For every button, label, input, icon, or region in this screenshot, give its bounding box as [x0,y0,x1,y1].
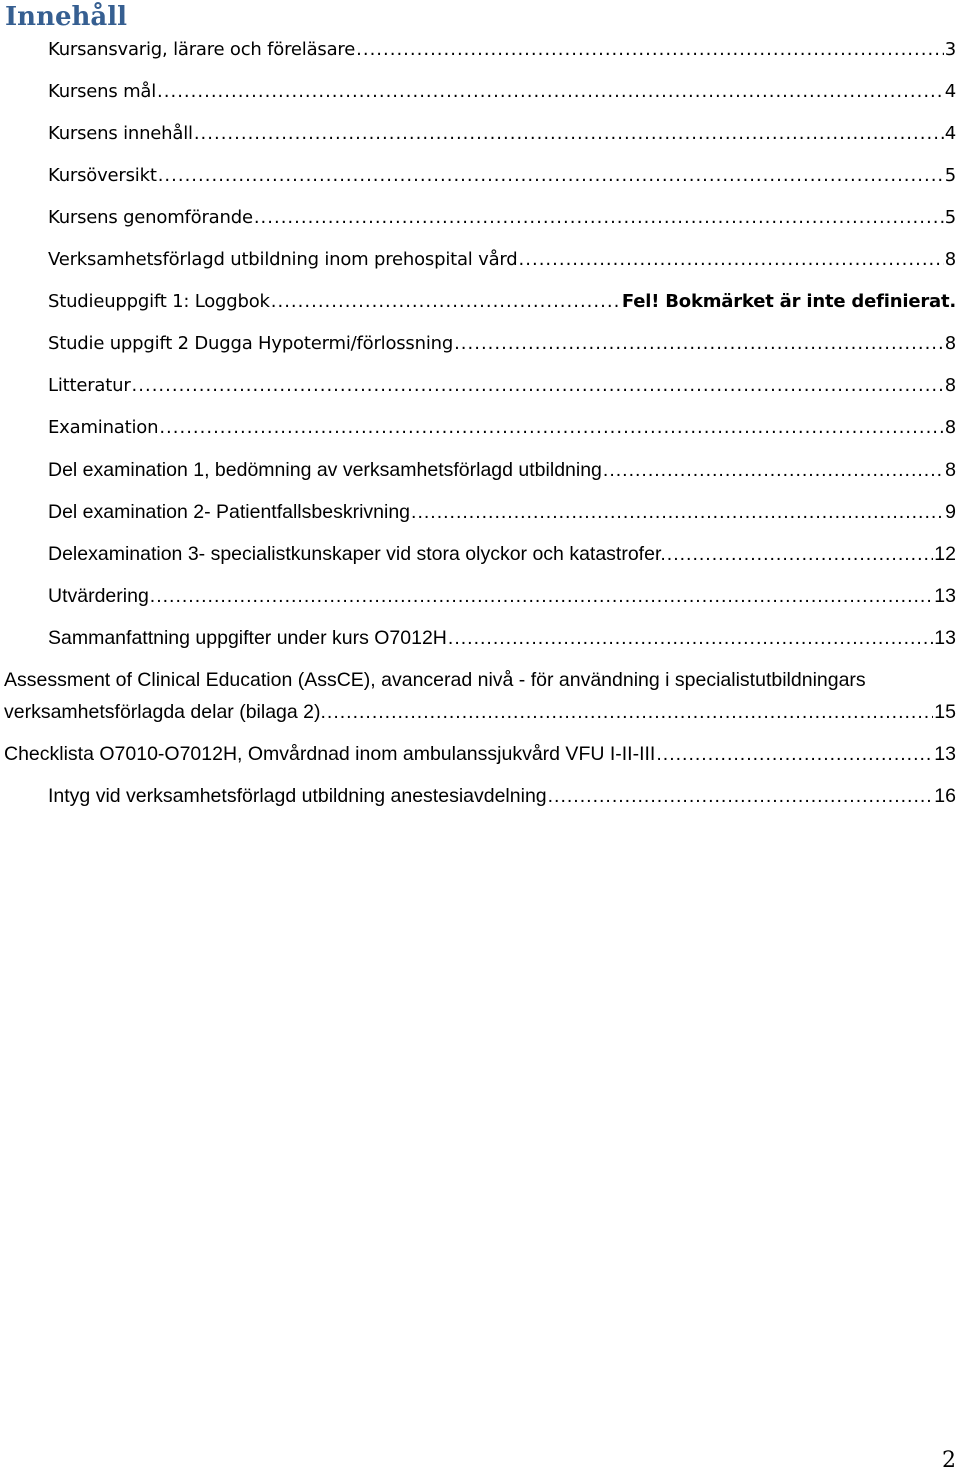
toc-entry[interactable] [48,782,956,810]
toc-entry-title: verksamhetsförlagda delar (bilaga 2). [4,701,326,723]
toc-entry-title-line1[interactable]: Assessment of Clinical Education (AssCE), avancerad nivå - för användning i specialistutbildningars [4,669,866,691]
toc-entry[interactable] [48,540,956,568]
toc-entry[interactable] [48,36,956,64]
toc-entry[interactable] [48,372,956,400]
toc-entry-page: 8 [944,249,956,270]
toc-entry[interactable] [48,162,956,190]
toc-entry-title: Utvärdering [48,585,149,607]
toc-entry[interactable] [4,740,956,768]
toc-entry[interactable] [48,582,956,610]
dot-leader [158,162,944,190]
dot-leader [132,372,944,400]
toc-entry-title: Del examination 2- Patientfallsbeskrivning [48,501,411,523]
toc-entry-page: 4 [944,81,956,102]
toc-entry[interactable] [48,330,956,358]
toc-entry-title: Kursens mål [48,81,157,102]
toc-entry-page: 8 [944,417,956,438]
dot-leader [356,36,944,64]
dot-leader [254,204,944,232]
toc-entry-title: Sammanfattning uppgifter under kurs O7012H [48,627,447,649]
toc-entry[interactable] [48,498,956,526]
toc-entry-page: 8 [944,375,956,396]
toc-entry-title: Verksamhetsförlagd utbildning inom prehospital vård [48,249,518,270]
toc-entry-page: 5 [944,165,956,186]
toc-entry[interactable] [48,288,956,316]
toc-entry-page: 13 [934,585,956,607]
dot-leader [448,624,933,652]
dot-leader [519,246,944,274]
toc-entry[interactable] [48,120,956,148]
toc-entry[interactable] [48,624,956,652]
toc-entry[interactable] [4,698,956,726]
toc-entry-title: Delexamination 3- specialistkunskaper vid stora olyckor och katastrofer. [48,543,666,565]
toc-entry-page: 15 [934,701,956,723]
toc-entry[interactable] [48,78,956,106]
dot-leader [271,288,621,316]
toc-entry-title: Kursöversikt [48,165,157,186]
toc-entry-title: Studieuppgift 1: Loggbok [48,291,270,312]
toc-entry-title: Kursansvarig, lärare och föreläsare [48,39,356,60]
toc-entry-page: 16 [934,785,956,807]
toc-entry-page: 3 [944,39,956,60]
toc-entry-title: Kursens genomförande [48,207,253,228]
toc-entry-title: Kursens innehåll [48,123,193,144]
page-number: 2 [942,1448,956,1473]
dot-leader [159,414,943,442]
toc-entry[interactable] [48,204,956,232]
dot-leader [150,582,934,610]
toc-entry[interactable] [48,414,956,442]
toc-entry-page: 9 [945,501,956,523]
toc-entry-page: 5 [944,207,956,228]
dot-leader [157,78,944,106]
toc-entry-page: 8 [945,459,956,481]
toc-entry[interactable] [48,246,956,274]
toc-entry-title: Examination [48,417,159,438]
toc-entry-page: 12 [934,543,956,565]
dot-leader [411,498,944,526]
dot-leader [194,120,944,148]
toc-entry-page: 13 [934,627,956,649]
toc-entry-title: Studie uppgift 2 Dugga Hypotermi/förlossning [48,333,454,354]
toc-entry-title: Litteratur [48,375,131,396]
dot-leader [548,782,934,810]
toc-entry-page: 8 [944,333,956,354]
dot-leader [454,330,944,358]
toc-entry-title: Checklista O7010-O7012H, Omvårdnad inom ambulanssjukvård VFU I-II-III [4,743,656,765]
toc-entry[interactable] [48,456,956,484]
toc-entry-title: Intyg vid verksamhetsförlagd utbildning anestesiavdelning [48,785,547,807]
bookmark-error-text: Fel! Bokmärket är inte definierat. [621,291,956,312]
toc-entry-title: Del examination 1, bedömning av verksamhetsförlagd utbildning [48,459,602,481]
dot-leader [656,740,933,768]
toc-entry-page: 4 [944,123,956,144]
dot-leader [667,540,934,568]
dot-leader [603,456,944,484]
toc-heading: Innehåll [5,2,128,32]
dot-leader [327,698,933,726]
toc-entry-page: 13 [934,743,956,765]
